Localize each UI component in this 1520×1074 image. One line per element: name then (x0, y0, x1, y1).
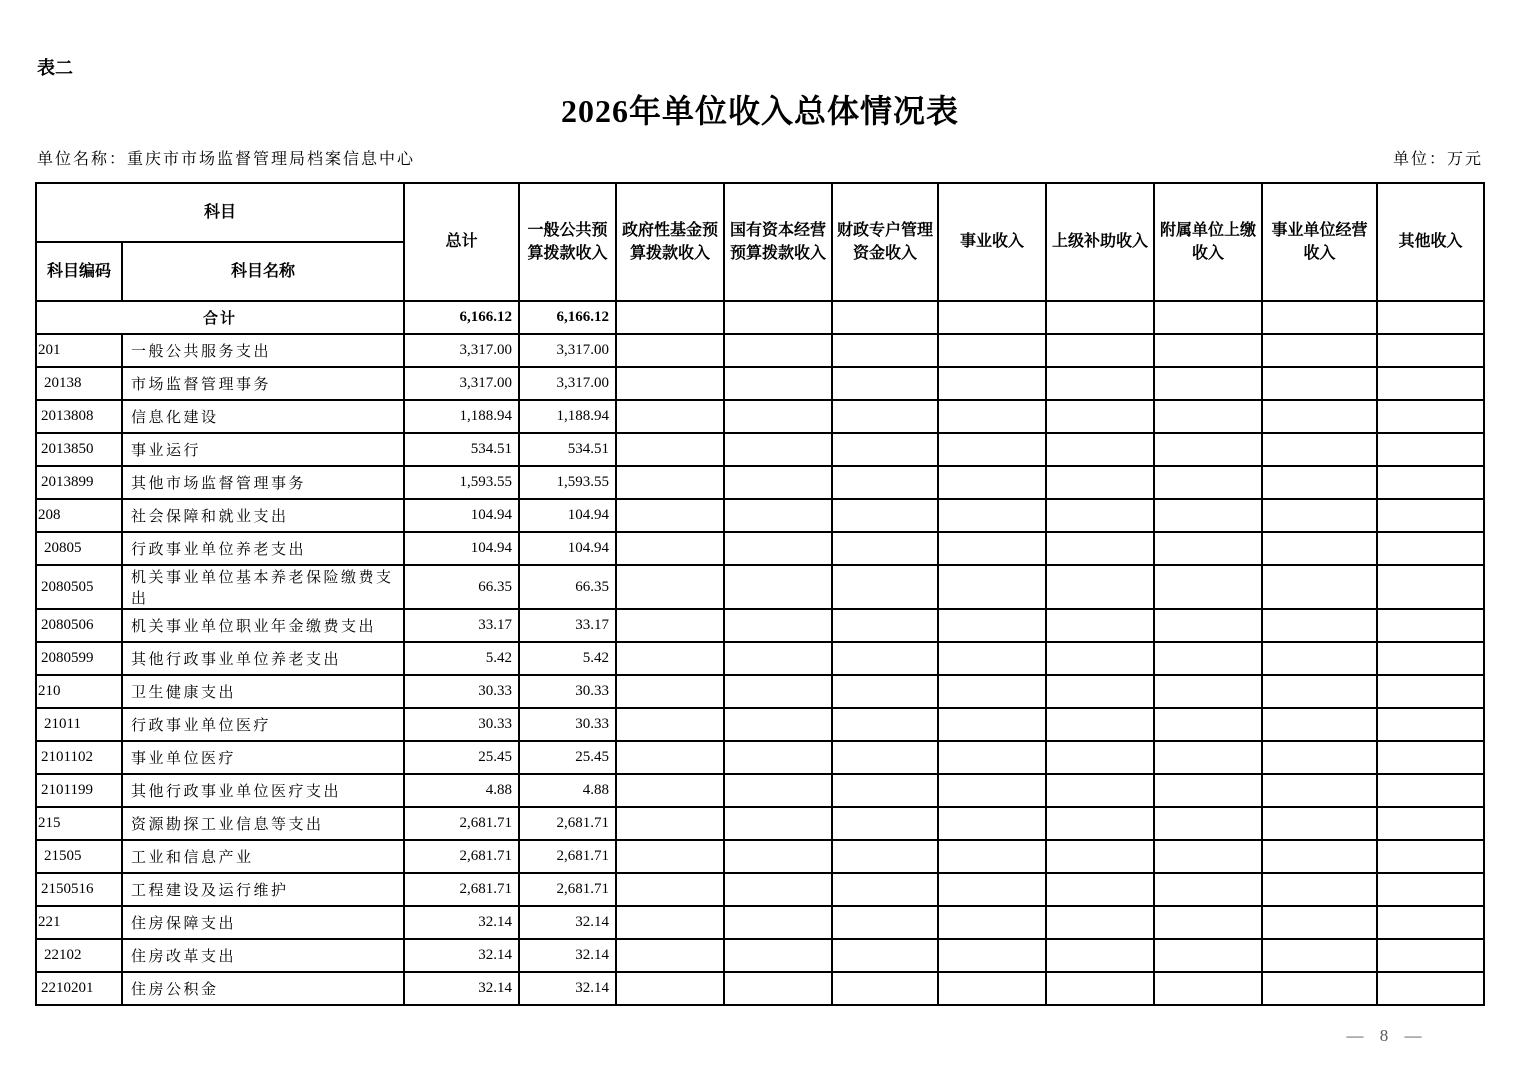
fiscal-special-account-cell (832, 741, 938, 774)
gov-fund-budget-cell (616, 939, 724, 972)
business-operation-income-cell (1262, 807, 1377, 840)
state-capital-budget-cell (724, 466, 832, 499)
business-operation-income-cell (1262, 499, 1377, 532)
business-income-cell (938, 906, 1046, 939)
business-income-cell (938, 532, 1046, 565)
business-income-cell (938, 873, 1046, 906)
business-income-cell (938, 466, 1046, 499)
fiscal-special-account-cell (832, 642, 938, 675)
superior-subsidy-cell (1046, 840, 1154, 873)
total-cell: 2,681.71 (404, 807, 519, 840)
general-public-budget-cell: 2,681.71 (519, 840, 616, 873)
state-capital-budget-cell (724, 972, 832, 1005)
col-header-general-public-budget: 一般公共预算拨款收入 (519, 183, 616, 301)
col-header-subject: 科目 (36, 183, 404, 242)
affiliated-unit-remittance-cell (1154, 873, 1262, 906)
other-income-cell (1377, 609, 1484, 642)
business-income-cell (938, 972, 1046, 1005)
table-row (36, 400, 1484, 433)
affiliated-unit-remittance-cell (1154, 741, 1262, 774)
general-public-budget-cell: 32.14 (519, 906, 616, 939)
other-income-cell (1377, 466, 1484, 499)
subject-code-cell: 2013899 (36, 466, 122, 499)
gov-fund-budget-cell (616, 532, 724, 565)
other-income-cell (1377, 400, 1484, 433)
business-income-cell (938, 367, 1046, 400)
subject-code-cell: 2150516 (36, 873, 122, 906)
subject-name-cell: 其他行政事业单位医疗支出 (122, 774, 404, 807)
other-income-cell (1377, 972, 1484, 1005)
table-row (36, 642, 1484, 675)
page-title: 2026年单位收入总体情况表 (560, 93, 959, 129)
total-cell: 104.94 (404, 499, 519, 532)
state-capital-budget-cell (724, 433, 832, 466)
subject-name-cell: 其他行政事业单位养老支出 (122, 642, 404, 675)
affiliated-unit-remittance-cell (1154, 532, 1262, 565)
subject-code-cell: 2080505 (36, 565, 122, 609)
fiscal-special-account-cell (832, 367, 938, 400)
subject-name-cell: 住房保障支出 (122, 906, 404, 939)
state-capital-budget-cell (724, 642, 832, 675)
gov-fund-budget-cell (616, 675, 724, 708)
business-income-cell (938, 499, 1046, 532)
business-operation-income-cell (1262, 675, 1377, 708)
table-row (36, 774, 1484, 807)
subject-code-cell: 22102 (36, 939, 122, 972)
subject-code-cell: 2080506 (36, 609, 122, 642)
table-row (36, 609, 1484, 642)
table-row (36, 840, 1484, 873)
business-income-cell (938, 400, 1046, 433)
affiliated-unit-remittance-cell (1154, 840, 1262, 873)
total-cell: 32.14 (404, 939, 519, 972)
gov-fund-budget-cell (616, 840, 724, 873)
general-public-budget-cell: 3,317.00 (519, 334, 616, 367)
superior-subsidy-cell (1046, 609, 1154, 642)
superior-subsidy-cell (1046, 466, 1154, 499)
total-cell: 1,593.55 (404, 466, 519, 499)
table-row (36, 334, 1484, 367)
business-operation-income-cell (1262, 972, 1377, 1005)
superior-subsidy-cell (1046, 906, 1154, 939)
general-public-budget-cell: 104.94 (519, 499, 616, 532)
subject-name-cell: 行政事业单位医疗 (122, 708, 404, 741)
income-table (35, 182, 1485, 1006)
business-income-cell (938, 565, 1046, 609)
subject-name-cell: 信息化建设 (122, 400, 404, 433)
affiliated-unit-remittance-cell (1154, 499, 1262, 532)
table-row (36, 499, 1484, 532)
superior-subsidy-cell (1046, 972, 1154, 1005)
general-public-budget-cell: 6,166.12 (519, 301, 616, 334)
state-capital-budget-cell (724, 565, 832, 609)
gov-fund-budget-cell (616, 774, 724, 807)
table-row (36, 939, 1484, 972)
affiliated-unit-remittance-cell (1154, 708, 1262, 741)
table-row (36, 532, 1484, 565)
col-header-business-operation-income: 事业单位经营收入 (1262, 183, 1377, 301)
state-capital-budget-cell (724, 708, 832, 741)
state-capital-budget-cell (724, 741, 832, 774)
table-row (36, 433, 1484, 466)
total-cell: 1,188.94 (404, 400, 519, 433)
business-operation-income-cell (1262, 708, 1377, 741)
subject-code-cell: 201 (36, 334, 122, 367)
superior-subsidy-cell (1046, 675, 1154, 708)
other-income-cell (1377, 873, 1484, 906)
superior-subsidy-cell (1046, 433, 1154, 466)
total-cell: 32.14 (404, 972, 519, 1005)
fiscal-special-account-cell (832, 906, 938, 939)
general-public-budget-cell: 4.88 (519, 774, 616, 807)
table-row (36, 741, 1484, 774)
business-operation-income-cell (1262, 301, 1377, 334)
affiliated-unit-remittance-cell (1154, 301, 1262, 334)
general-public-budget-cell: 5.42 (519, 642, 616, 675)
business-operation-income-cell (1262, 840, 1377, 873)
subject-code-cell: 21011 (36, 708, 122, 741)
other-income-cell (1377, 807, 1484, 840)
business-operation-income-cell (1262, 741, 1377, 774)
total-cell: 33.17 (404, 609, 519, 642)
superior-subsidy-cell (1046, 301, 1154, 334)
subject-code-cell: 2013808 (36, 400, 122, 433)
page-number: — 8 — (1346, 1026, 1424, 1045)
subject-code-cell: 215 (36, 807, 122, 840)
gov-fund-budget-cell (616, 609, 724, 642)
general-public-budget-cell: 30.33 (519, 708, 616, 741)
affiliated-unit-remittance-cell (1154, 400, 1262, 433)
fiscal-special-account-cell (832, 565, 938, 609)
affiliated-unit-remittance-cell (1154, 774, 1262, 807)
other-income-cell (1377, 675, 1484, 708)
subject-name-cell: 工业和信息产业 (122, 840, 404, 873)
gov-fund-budget-cell (616, 400, 724, 433)
business-operation-income-cell (1262, 565, 1377, 609)
col-header-gov-fund-budget: 政府性基金预算拨款收入 (616, 183, 724, 301)
fiscal-special-account-cell (832, 873, 938, 906)
general-public-budget-cell: 25.45 (519, 741, 616, 774)
subject-code-cell: 2101102 (36, 741, 122, 774)
fiscal-special-account-cell (832, 532, 938, 565)
affiliated-unit-remittance-cell (1154, 675, 1262, 708)
fiscal-special-account-cell (832, 334, 938, 367)
fiscal-special-account-cell (832, 499, 938, 532)
table-row (36, 807, 1484, 840)
subject-name-cell: 卫生健康支出 (122, 675, 404, 708)
affiliated-unit-remittance-cell (1154, 642, 1262, 675)
subject-code-cell: 210 (36, 675, 122, 708)
subject-code-cell: 20805 (36, 532, 122, 565)
superior-subsidy-cell (1046, 400, 1154, 433)
business-income-cell (938, 675, 1046, 708)
business-operation-income-cell (1262, 367, 1377, 400)
business-operation-income-cell (1262, 466, 1377, 499)
col-header-affiliated-unit-remittance: 附属单位上缴收入 (1154, 183, 1262, 301)
total-cell: 534.51 (404, 433, 519, 466)
subject-code-cell: 2210201 (36, 972, 122, 1005)
gov-fund-budget-cell (616, 972, 724, 1005)
col-header-total: 总计 (404, 183, 519, 301)
total-cell: 5.42 (404, 642, 519, 675)
subject-code-cell: 20138 (36, 367, 122, 400)
general-public-budget-cell: 1,188.94 (519, 400, 616, 433)
doc-label: 表二 (37, 58, 73, 78)
business-income-cell (938, 334, 1046, 367)
fiscal-special-account-cell (832, 972, 938, 1005)
total-cell: 30.33 (404, 675, 519, 708)
business-operation-income-cell (1262, 906, 1377, 939)
superior-subsidy-cell (1046, 642, 1154, 675)
other-income-cell (1377, 708, 1484, 741)
total-cell: 4.88 (404, 774, 519, 807)
state-capital-budget-cell (724, 939, 832, 972)
business-operation-income-cell (1262, 532, 1377, 565)
state-capital-budget-cell (724, 400, 832, 433)
other-income-cell (1377, 499, 1484, 532)
business-operation-income-cell (1262, 873, 1377, 906)
gov-fund-budget-cell (616, 741, 724, 774)
total-cell: 6,166.12 (404, 301, 519, 334)
fiscal-special-account-cell (832, 807, 938, 840)
general-public-budget-cell: 2,681.71 (519, 873, 616, 906)
fiscal-special-account-cell (832, 433, 938, 466)
business-income-cell (938, 708, 1046, 741)
table-row (36, 367, 1484, 400)
unit-name: 单位名称：重庆市市场监督管理局档案信息中心 (37, 151, 416, 168)
total-cell: 3,317.00 (404, 334, 519, 367)
table-row (36, 466, 1484, 499)
business-income-cell (938, 609, 1046, 642)
gov-fund-budget-cell (616, 642, 724, 675)
state-capital-budget-cell (724, 532, 832, 565)
general-public-budget-cell: 3,317.00 (519, 367, 616, 400)
gov-fund-budget-cell (616, 334, 724, 367)
total-cell: 2,681.71 (404, 840, 519, 873)
col-header-other-income: 其他收入 (1377, 183, 1484, 301)
fiscal-special-account-cell (832, 675, 938, 708)
fiscal-special-account-cell (832, 708, 938, 741)
subject-code-cell: 21505 (36, 840, 122, 873)
fiscal-special-account-cell (832, 466, 938, 499)
other-income-cell (1377, 840, 1484, 873)
business-operation-income-cell (1262, 609, 1377, 642)
table-row (36, 873, 1484, 906)
affiliated-unit-remittance-cell (1154, 466, 1262, 499)
business-income-cell (938, 939, 1046, 972)
other-income-cell (1377, 774, 1484, 807)
header-row-1 (36, 183, 1484, 242)
business-operation-income-cell (1262, 334, 1377, 367)
other-income-cell (1377, 906, 1484, 939)
col-header-subject-name: 科目名称 (122, 242, 404, 301)
state-capital-budget-cell (724, 334, 832, 367)
table-row (36, 565, 1484, 609)
fiscal-special-account-cell (832, 609, 938, 642)
table-row (36, 708, 1484, 741)
subject-code-cell: 221 (36, 906, 122, 939)
subject-code-cell: 2080599 (36, 642, 122, 675)
subject-name-cell: 其他市场监督管理事务 (122, 466, 404, 499)
general-public-budget-cell: 2,681.71 (519, 807, 616, 840)
subject-code-cell: 2101199 (36, 774, 122, 807)
business-operation-income-cell (1262, 642, 1377, 675)
total-cell: 3,317.00 (404, 367, 519, 400)
fiscal-special-account-cell (832, 840, 938, 873)
other-income-cell (1377, 433, 1484, 466)
other-income-cell (1377, 532, 1484, 565)
superior-subsidy-cell (1046, 565, 1154, 609)
subject-name-cell: 事业单位医疗 (122, 741, 404, 774)
subject-name-cell: 市场监督管理事务 (122, 367, 404, 400)
subject-name-cell: 资源勘探工业信息等支出 (122, 807, 404, 840)
business-operation-income-cell (1262, 433, 1377, 466)
other-income-cell (1377, 741, 1484, 774)
subject-name-cell: 事业运行 (122, 433, 404, 466)
business-income-cell (938, 840, 1046, 873)
state-capital-budget-cell (724, 906, 832, 939)
other-income-cell (1377, 367, 1484, 400)
state-capital-budget-cell (724, 301, 832, 334)
total-cell: 25.45 (404, 741, 519, 774)
general-public-budget-cell: 30.33 (519, 675, 616, 708)
total-cell: 32.14 (404, 906, 519, 939)
gov-fund-budget-cell (616, 708, 724, 741)
superior-subsidy-cell (1046, 708, 1154, 741)
state-capital-budget-cell (724, 609, 832, 642)
business-income-cell (938, 774, 1046, 807)
subject-code-cell: 2013850 (36, 433, 122, 466)
other-income-cell (1377, 565, 1484, 609)
general-public-budget-cell: 534.51 (519, 433, 616, 466)
gov-fund-budget-cell (616, 906, 724, 939)
gov-fund-budget-cell (616, 301, 724, 334)
superior-subsidy-cell (1046, 873, 1154, 906)
general-public-budget-cell: 32.14 (519, 939, 616, 972)
total-cell: 30.33 (404, 708, 519, 741)
gov-fund-budget-cell (616, 466, 724, 499)
business-income-cell (938, 433, 1046, 466)
state-capital-budget-cell (724, 840, 832, 873)
other-income-cell (1377, 334, 1484, 367)
affiliated-unit-remittance-cell (1154, 367, 1262, 400)
superior-subsidy-cell (1046, 741, 1154, 774)
col-header-superior-subsidy: 上级补助收入 (1046, 183, 1154, 301)
affiliated-unit-remittance-cell (1154, 807, 1262, 840)
col-header-subject-code: 科目编码 (36, 242, 122, 301)
other-income-cell (1377, 301, 1484, 334)
affiliated-unit-remittance-cell (1154, 334, 1262, 367)
affiliated-unit-remittance-cell (1154, 565, 1262, 609)
col-header-state-capital-budget: 国有资本经营预算拨款收入 (724, 183, 832, 301)
state-capital-budget-cell (724, 675, 832, 708)
fiscal-special-account-cell (832, 301, 938, 334)
gov-fund-budget-cell (616, 873, 724, 906)
total-cell: 104.94 (404, 532, 519, 565)
affiliated-unit-remittance-cell (1154, 906, 1262, 939)
total-cell: 2,681.71 (404, 873, 519, 906)
business-operation-income-cell (1262, 939, 1377, 972)
superior-subsidy-cell (1046, 532, 1154, 565)
subject-name-cell: 工程建设及运行维护 (122, 873, 404, 906)
superior-subsidy-cell (1046, 334, 1154, 367)
fiscal-special-account-cell (832, 774, 938, 807)
table-row (36, 675, 1484, 708)
business-income-cell (938, 301, 1046, 334)
subject-total-cell: 合计 (36, 301, 404, 334)
affiliated-unit-remittance-cell (1154, 972, 1262, 1005)
subject-name-cell: 行政事业单位养老支出 (122, 532, 404, 565)
general-public-budget-cell: 33.17 (519, 609, 616, 642)
general-public-budget-cell: 66.35 (519, 565, 616, 609)
business-operation-income-cell (1262, 400, 1377, 433)
unit-of-measure-label: 单位：万元 (1392, 151, 1483, 168)
subject-name-cell: 住房公积金 (122, 972, 404, 1005)
state-capital-budget-cell (724, 774, 832, 807)
general-public-budget-cell: 32.14 (519, 972, 616, 1005)
table-row (36, 301, 1484, 334)
superior-subsidy-cell (1046, 939, 1154, 972)
table-row (36, 906, 1484, 939)
fiscal-special-account-cell (832, 400, 938, 433)
business-income-cell (938, 642, 1046, 675)
fiscal-special-account-cell (832, 939, 938, 972)
subject-name-cell: 机关事业单位职业年金缴费支出 (122, 609, 404, 642)
subject-name-cell: 一般公共服务支出 (122, 334, 404, 367)
business-operation-income-cell (1262, 774, 1377, 807)
affiliated-unit-remittance-cell (1154, 939, 1262, 972)
general-public-budget-cell: 104.94 (519, 532, 616, 565)
other-income-cell (1377, 642, 1484, 675)
superior-subsidy-cell (1046, 774, 1154, 807)
col-header-fiscal-special-account: 财政专户管理资金收入 (832, 183, 938, 301)
col-header-business-income: 事业收入 (938, 183, 1046, 301)
total-cell: 66.35 (404, 565, 519, 609)
gov-fund-budget-cell (616, 807, 724, 840)
business-income-cell (938, 741, 1046, 774)
state-capital-budget-cell (724, 367, 832, 400)
subject-name-cell: 住房改革支出 (122, 939, 404, 972)
gov-fund-budget-cell (616, 565, 724, 609)
state-capital-budget-cell (724, 873, 832, 906)
subject-name-cell: 社会保障和就业支出 (122, 499, 404, 532)
state-capital-budget-cell (724, 807, 832, 840)
meta-row (0, 146, 1520, 170)
superior-subsidy-cell (1046, 499, 1154, 532)
general-public-budget-cell: 1,593.55 (519, 466, 616, 499)
state-capital-budget-cell (724, 499, 832, 532)
table-row (36, 972, 1484, 1005)
business-income-cell (938, 807, 1046, 840)
affiliated-unit-remittance-cell (1154, 609, 1262, 642)
gov-fund-budget-cell (616, 499, 724, 532)
subject-name-cell: 机关事业单位基本养老保险缴费支出 (122, 565, 404, 609)
affiliated-unit-remittance-cell (1154, 433, 1262, 466)
superior-subsidy-cell (1046, 807, 1154, 840)
other-income-cell (1377, 939, 1484, 972)
superior-subsidy-cell (1046, 367, 1154, 400)
gov-fund-budget-cell (616, 433, 724, 466)
gov-fund-budget-cell (616, 367, 724, 400)
subject-code-cell: 208 (36, 499, 122, 532)
